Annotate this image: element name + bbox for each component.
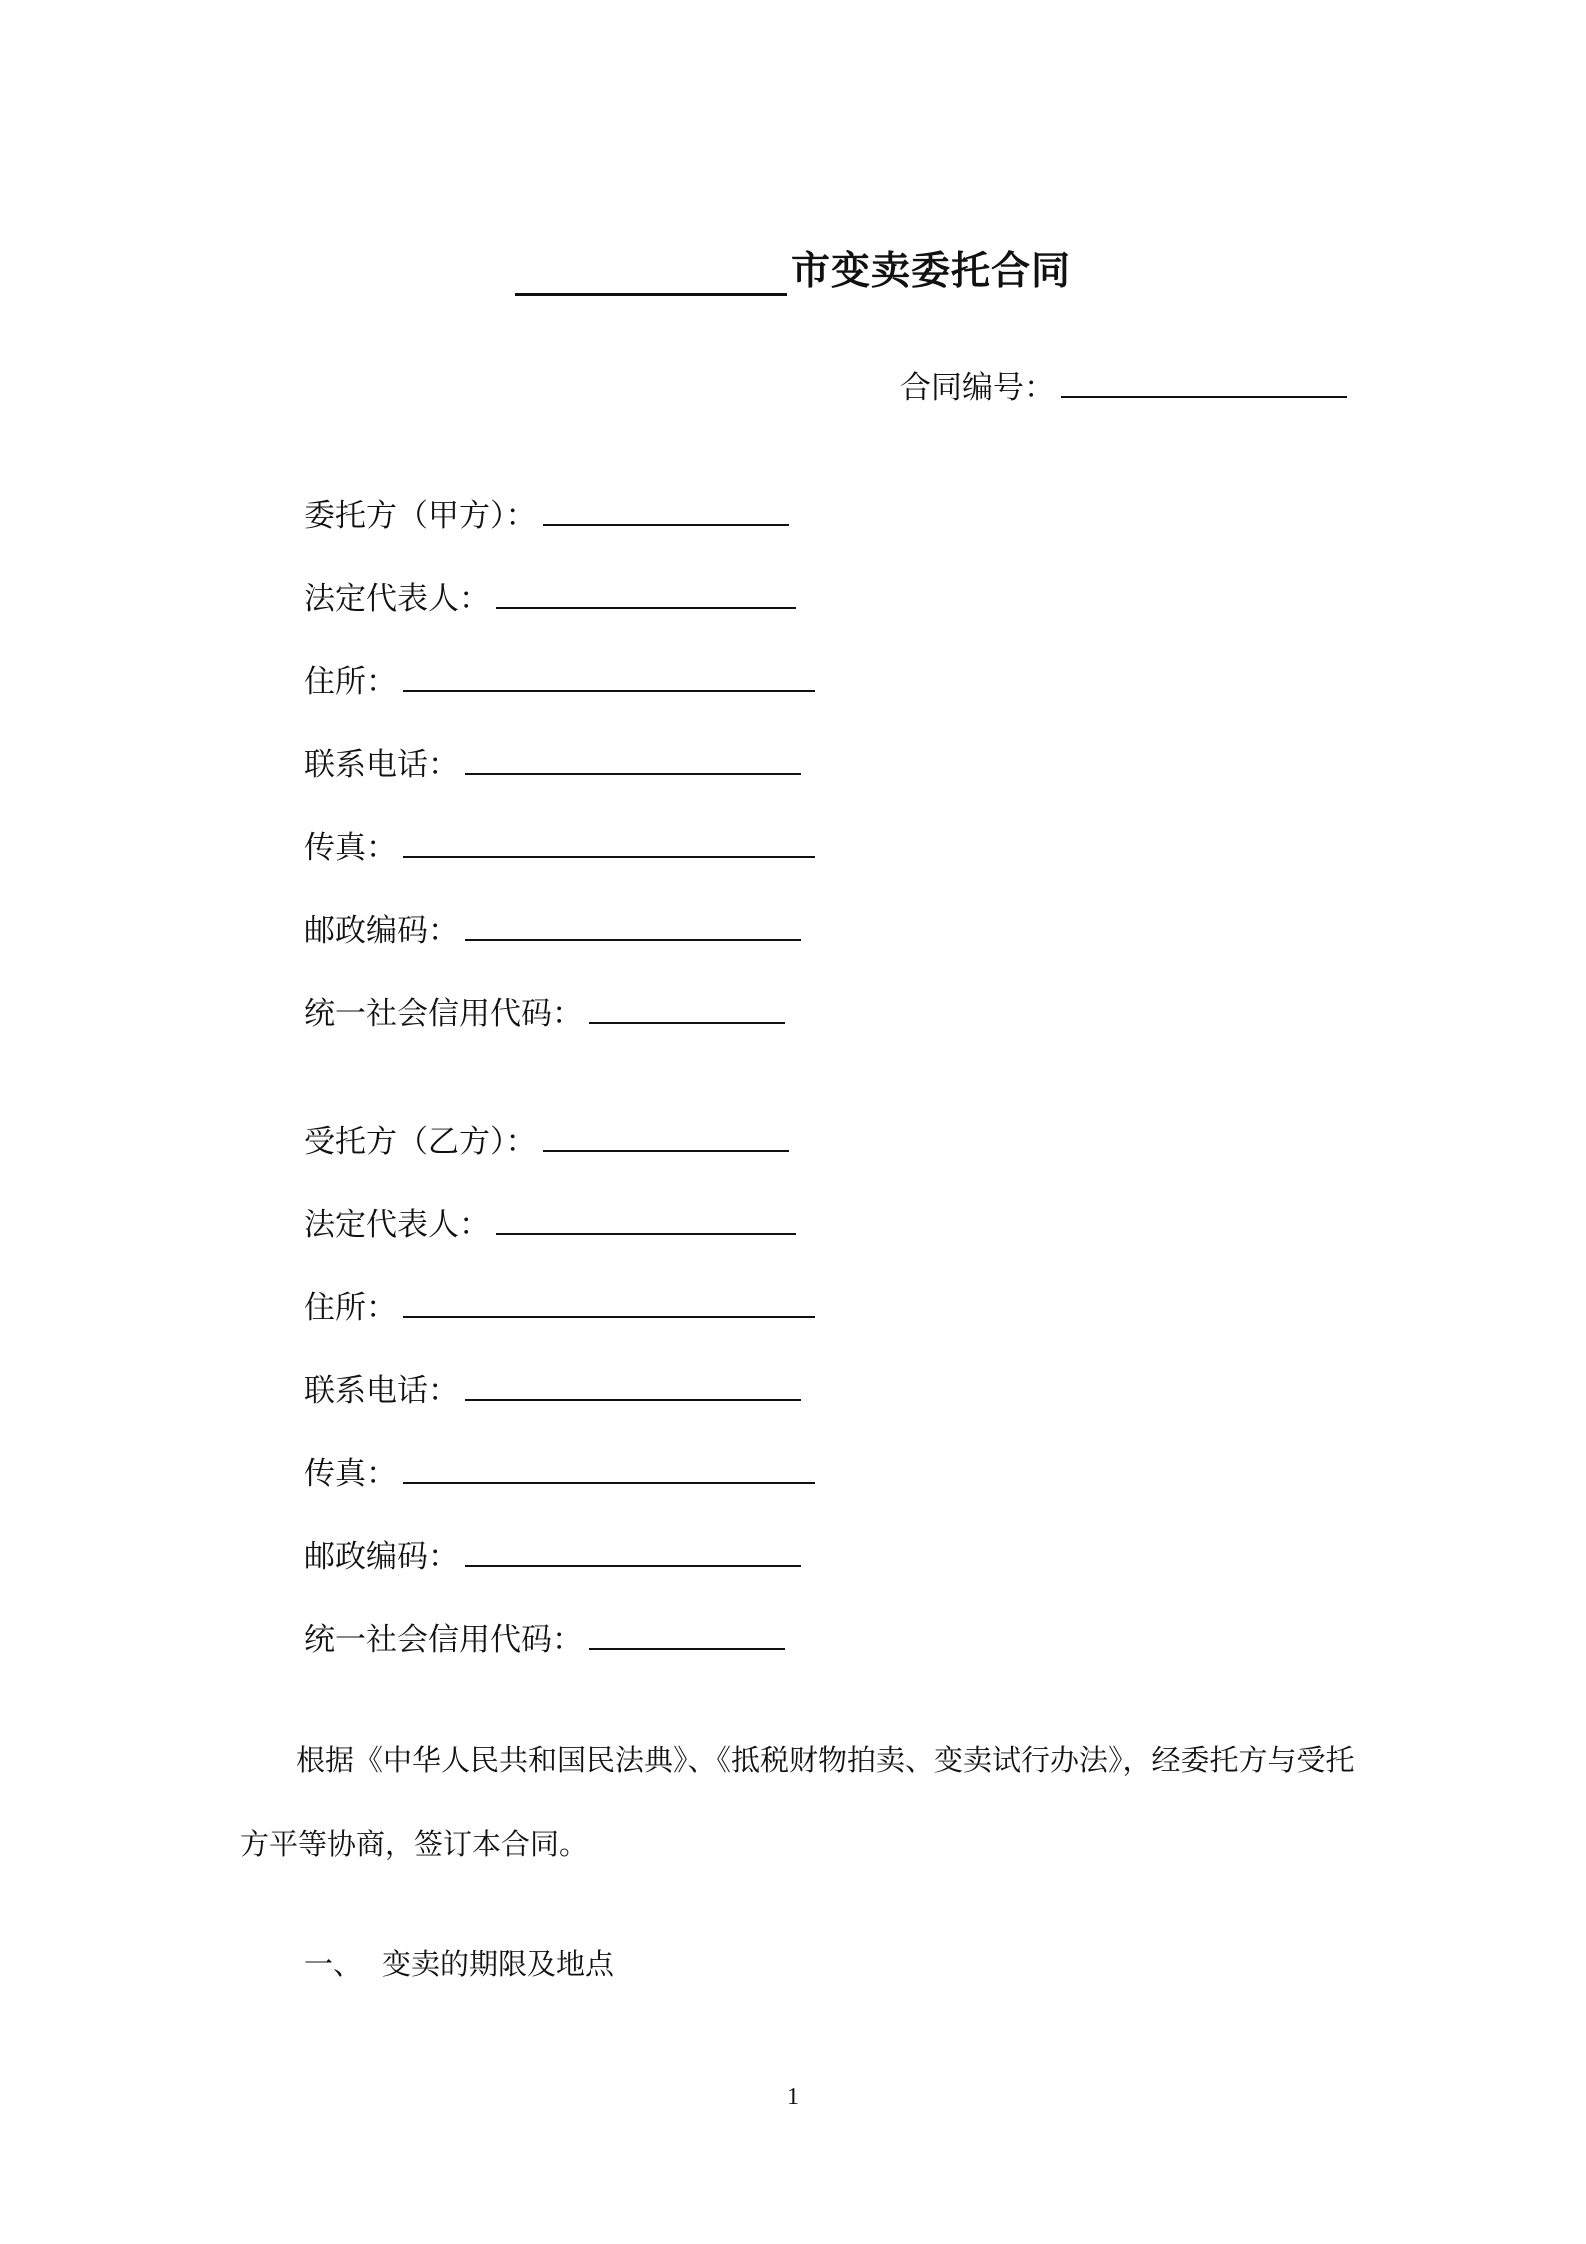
fill-blank[interactable] xyxy=(465,743,801,775)
party-a-client xyxy=(304,490,789,535)
party-b-legal-rep xyxy=(304,1199,796,1244)
party-b-postcode xyxy=(304,1531,801,1576)
field-label: 统一社会信用代码： xyxy=(304,1622,583,1658)
fill-blank[interactable] xyxy=(403,1286,815,1318)
party-b-phone xyxy=(304,1365,801,1410)
fill-blank[interactable] xyxy=(403,1452,815,1484)
field-label: 传真： xyxy=(304,1456,397,1492)
party-b-address xyxy=(304,1282,815,1327)
field-label: 统一社会信用代码： xyxy=(304,996,583,1032)
party-a-address xyxy=(304,656,815,701)
party-a-phone xyxy=(304,739,801,784)
field-label: 传真： xyxy=(304,830,397,866)
fill-blank[interactable] xyxy=(543,1120,789,1152)
field-label: 邮政编码： xyxy=(304,913,459,949)
city-name-blank[interactable] xyxy=(515,249,787,296)
party-a-legal-rep xyxy=(304,573,796,618)
fill-blank[interactable] xyxy=(496,1203,796,1235)
field-label: 邮政编码： xyxy=(304,1539,459,1575)
preamble-line-2: 方平等协商，签订本合同。 xyxy=(240,1827,589,1861)
field-label: 住所： xyxy=(304,664,397,700)
document-title xyxy=(0,240,1586,296)
party-b-agent xyxy=(304,1116,789,1161)
field-label: 法定代表人： xyxy=(304,1207,490,1243)
field-label: 法定代表人： xyxy=(304,581,490,617)
party-a-postcode xyxy=(304,905,801,950)
fill-blank[interactable] xyxy=(496,577,796,609)
field-label: 住所： xyxy=(304,1290,397,1326)
field-label: 联系电话： xyxy=(304,1373,459,1409)
fill-blank[interactable] xyxy=(589,1618,785,1650)
fill-blank[interactable] xyxy=(465,1535,801,1567)
section-number: 一、 xyxy=(304,1947,363,1981)
title-text: 市变卖委托合同 xyxy=(790,249,1071,294)
section-title: 变卖的期限及地点 xyxy=(382,1947,615,1981)
fill-blank[interactable] xyxy=(465,1369,801,1401)
contract-number-label: 合同编号： xyxy=(900,370,1055,406)
party-a-fax xyxy=(304,822,815,867)
field-label: 受托方（乙方）： xyxy=(304,1124,537,1160)
contract-number-blank[interactable] xyxy=(1061,366,1347,398)
fill-blank[interactable] xyxy=(589,992,785,1024)
party-a-credit-code xyxy=(304,988,785,1033)
party-b-credit-code xyxy=(304,1614,785,1659)
preamble-line-1: 根据《中华人民共和国民法典》、《抵税财物拍卖、变卖试行办法》，经委托方与受托 xyxy=(296,1743,1355,1777)
fill-blank[interactable] xyxy=(403,826,815,858)
fill-blank[interactable] xyxy=(403,660,815,692)
page-number: 1 xyxy=(787,2084,799,2110)
fill-blank[interactable] xyxy=(465,909,801,941)
party-b-fax xyxy=(304,1448,815,1493)
contract-number xyxy=(900,362,1347,407)
field-label: 委托方（甲方）： xyxy=(304,498,537,534)
fill-blank[interactable] xyxy=(543,494,789,526)
field-label: 联系电话： xyxy=(304,747,459,783)
section-heading-1 xyxy=(304,1942,614,1983)
